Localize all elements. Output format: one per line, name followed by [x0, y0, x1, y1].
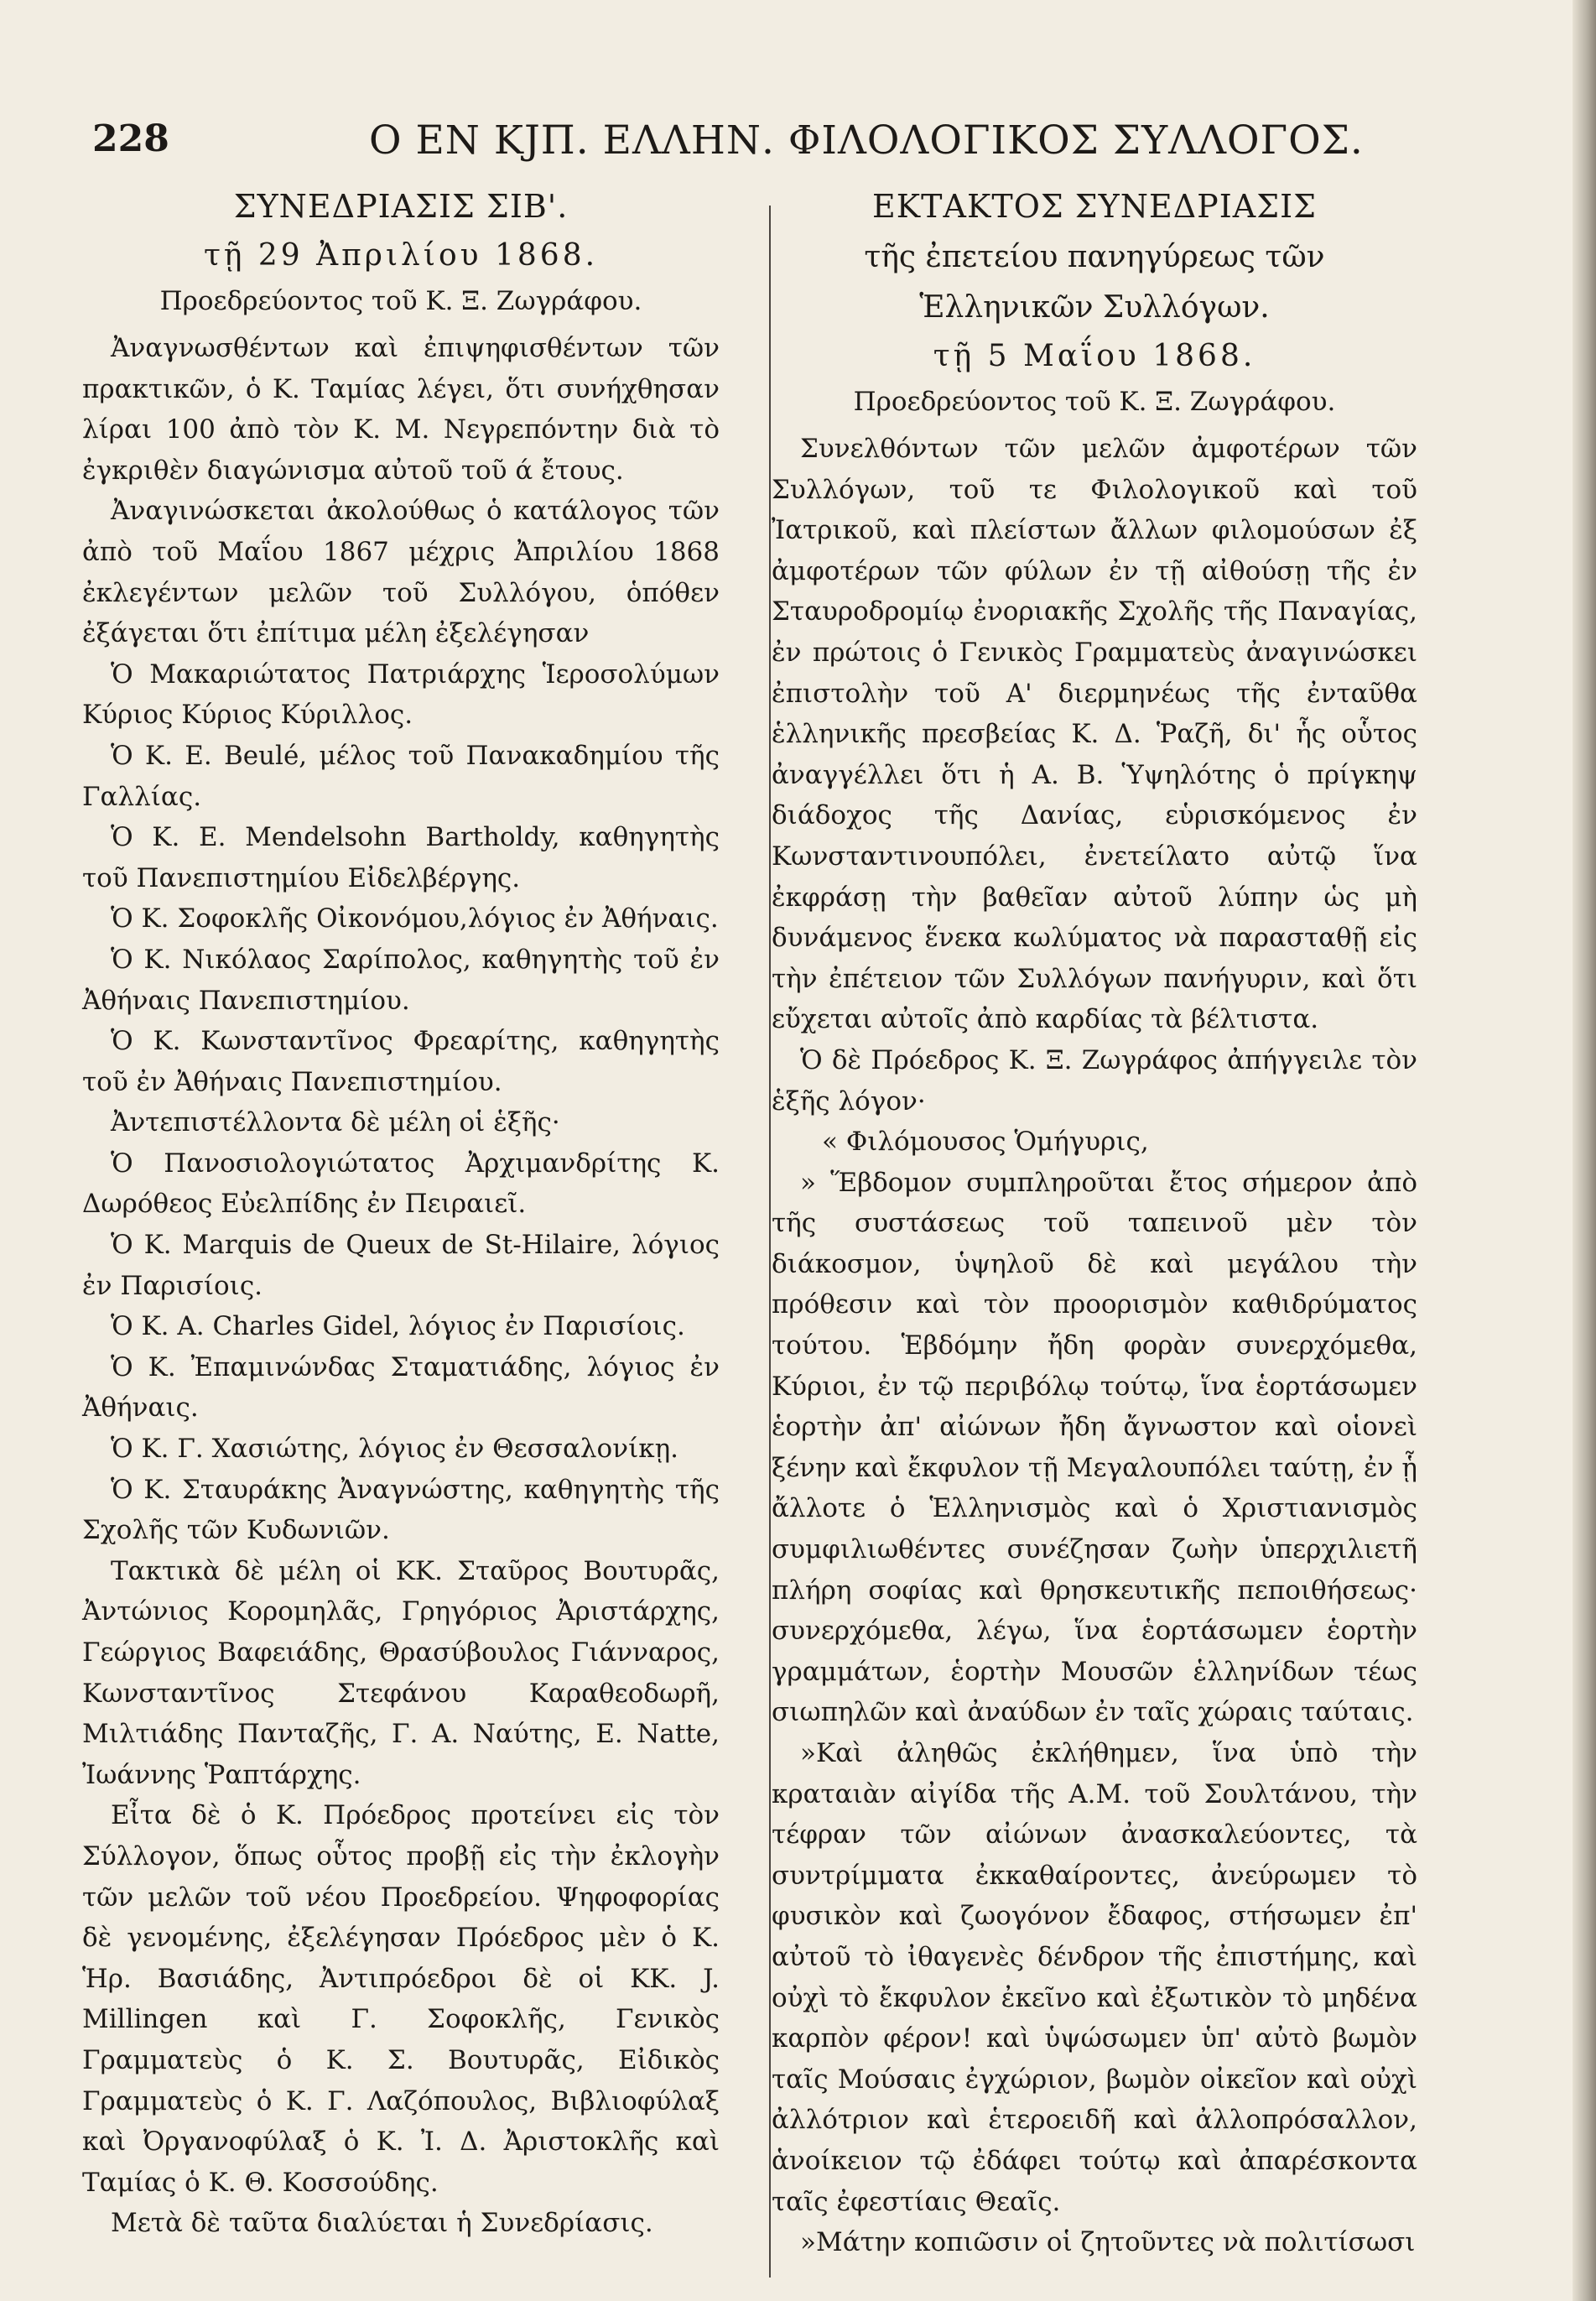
paragraph: Εἶτα δὲ ὁ Κ. Πρόεδρος προτείνει εἰς τὸν Σύλλογον, ὅπως οὗτος προβῇ εἰς τὴν ἐκλογὴν τῶν μελῶν τοῦ νέου Προεδρείου. Ψηφοφορίας δὲ γενομένης, ἐξελέγησαν Πρόεδρος μὲν ὁ Κ. Ἡρ. Βασιάδης, Ἀντιπρόεδροι δὲ οἱ ΚΚ. J. Millingen καὶ Γ. Σοφοκλῆς, Γενικὸς Γραμματεὺς ὁ Κ. Σ. Βουτυρᾶς, Εἰδικὸς Γραμματεὺς ὁ Κ. Γ. Λαζόπουλος, Βιβλιοφύλαξ καὶ Ὀργανοφύλαξ ὁ Κ. Ἰ. Δ. Ἀριστοκλῆς καὶ Ταμίας ὁ Κ. Θ. Κοσσούδης. [82, 1800, 720, 2198]
paragraph: Μετὰ δὲ ταῦτα διαλύεται ἡ Συνεδρίασις. [111, 2208, 653, 2239]
paragraph: Ὁ Κ. Ἐπαμινώνδας Σταματιάδης, λόγιος ἐν Ἀθήναις. [82, 1351, 720, 1424]
paragraph: Ἀναγνωσθέντων καὶ ἐπιψηφισθέντων τῶν πρακτικῶν, ὁ Κ. Ταμίας λέγει, ὅτι συνήχθησαν λίραι 100 ἀπὸ τὸν Κ. Μ. Νεγρεπόντην διὰ τὸ ἐγκριθὲν διαγώνισμα αὐτοῦ τοῦ ά ἔτους. [82, 333, 720, 486]
paragraph: Ὁ Κ. Σοφοκλῆς Οἰκονόμου,λόγιος ἐν Ἀθήναις. [111, 903, 719, 934]
column-divider [769, 206, 771, 2278]
paragraph: Ὁ Πανοσιολογιώτατος Ἀρχιμανδρίτης Κ. Δωρόθεος Εὐελπίδης ἐν Πειραιεῖ. [82, 1148, 720, 1220]
paragraph: Ὁ Κ. Γ. Χασιώτης, λόγιος ἐν Θεσσαλονίκῃ. [111, 1434, 679, 1465]
presiding-line: Προεδρεύοντος τοῦ Κ. Ξ. Ζωγράφου. [853, 387, 1336, 417]
left-column [82, 180, 720, 2244]
paragraph: Ὁ δὲ Πρόεδρος Κ. Ξ. Ζωγράφος ἀπήγγειλε τὸν ἑξῆς λόγον· [772, 1044, 1417, 1117]
session-date: τῇ 29 Ἀπριλίου 1868. [203, 238, 599, 273]
page-edge [1573, 0, 1596, 2301]
paragraph: Συνελθόντων τῶν μελῶν ἀμφοτέρων τῶν Συλλόγων, τοῦ τε Φιλολογικοῦ καὶ τοῦ Ἰατρικοῦ, καὶ πλείστων ἄλλων φιλομούσων ἐξ ἀμφοτέρων τῶν φύλων ἐν τῇ αἰθούσῃ τῆς ἐν Σταυροδρομίῳ ἐνοριακῆς Σχολῆς τῆς Παναγίας, ἐν πρώτοις ὁ Γενικὸς Γραμματεὺς ἀναγινώσκει ἐπιστολὴν τοῦ Α' διερμηνέως τῆς ἐνταῦθα ἑλληνικῆς πρεσβείας Κ. Δ. Ῥαζῆ, δι' ἧς οὗτος ἀναγγέλλει ὅτι ἡ Α. Β. Ὑψηλότης ὁ πρίγκηψ διάδοχος τῆς Δανίας, εὑρισκόμενος ἐν Κωνσταντινουπόλει, ἐνετείλατο αὐτῷ ἵνα ἐκφράσῃ τὴν βαθεῖαν αὐτοῦ λύπην ὡς μὴ δυνάμενος ἕνεκα κωλύματος νὰ παρασταθῇ εἰς τὴν ἐπέτειον τῶν Συλλόγων πανήγυριν, καὶ ὅτι εὔχεται αὐτοῖς ἀπὸ καρδίας τὰ βέλτιστα. [772, 434, 1417, 1035]
paragraph: Ἀναγινώσκεται ἀκολούθως ὁ κατάλογος τῶν ἀπὸ τοῦ Μαΐου 1867 μέχρις Ἀπριλίου 1868 ἐκλεγέντων μελῶν τοῦ Συλλόγου, ὁπόθεν ἐξάγεται ὅτι ἐπίτιμα μέλη ἐξελέγησαν [82, 496, 720, 649]
paragraph: Ὁ Μακαριώτατος Πατριάρχης Ἱεροσολύμων Κύριος Κύριος Κύριλλος. [82, 659, 720, 731]
page-number: 228 [92, 117, 169, 160]
session-heading: ΣΥΝΕΔΡΙΑΣΙΣ ΣΙΒ'. [233, 188, 569, 225]
paragraph: Ὁ Κ. Σταυράκης Ἀναγνώστης, καθηγητὴς τῆς Σχολῆς τῶν Κυδωνιῶν. [82, 1474, 720, 1546]
speech-paragraph: »Μάτην κοπιῶσιν οἱ ζητοῦντες νὰ πολιτίσωσι [800, 2227, 1416, 2258]
paragraph: Ὁ Κ. Ε. Mendelsohn Bartholdy, καθηγητὴς τοῦ Πανεπιστημίου Εἰδελβέργης. [82, 822, 720, 893]
session-subheading: τῆς ἐπετείου πανηγύρεως τῶν [864, 240, 1325, 274]
speech-salutation: « Φιλόμουσος Ὁμήγυρις, [822, 1127, 1149, 1158]
paragraph: Ὁ Κ. A. Charles Gidel, λόγιος ἐν Παρισίοις. [111, 1311, 685, 1342]
page-header [92, 109, 1493, 185]
paragraph: Ἀντεπιστέλλοντα δὲ μέλη οἱ ἑξῆς· [111, 1107, 560, 1138]
session-date: τῇ 5 Μαΐου 1868. [933, 339, 1256, 373]
session-heading: ΕΚΤΑΚΤΟΣ ΣΥΝΕΔΡΙΑΣΙΣ [872, 188, 1317, 225]
speech-paragraph: » Ἕβδομον συμπληροῦται ἔτος σήμερον ἀπὸ τῆς συστάσεως τοῦ ταπεινοῦ μὲν τὸν διάκοσμον, ὑψηλοῦ δὲ καὶ μεγάλου τὴν πρόθεσιν καὶ τὸν προορισμὸν καθιδρύματος τούτου. Ἑβδόμην ἤδη φορὰν συνερχόμεθα, Κύριοι, ἐν τῷ περιβόλῳ τούτῳ, ἵνα ἑορτάσωμεν ἑορτὴν ἀπ' αἰώνων ἤδη ἄγνωστον καὶ οἱονεὶ ξένην καὶ ἔκφυλον τῇ Μεγαλουπόλει ταύτῃ, ἐν ᾗ ἄλλοτε ὁ Ἑλληνισμὸς καὶ ὁ Χριστιανισμὸς συμφιλιωθέντες συνέζησαν ζωὴν ὑπερχιλιετῆ πλήρη σοφίας καὶ θρησκευτικῆς πεποιθήσεως· συνερχόμεθα, λέγω, ἵνα ἑορτάσωμεν ἑορτὴν γραμμάτων, ἑορτὴν Μουσῶν ἑλληνίδων τέως σιωπηλῶν καὶ ἀναύδων ἐν ταῖς χώραις ταύταις. [772, 1167, 1417, 1728]
paragraph: Ὁ Κ. Marquis de Queux de St-Hilaire, λόγιος ἐν Παρισίοις. [82, 1230, 720, 1301]
paragraph: Ὁ Κ. Νικόλαος Σαρίπολος, καθηγητὴς τοῦ ἐν Ἀθήναις Πανεπιστημίου. [82, 944, 720, 1016]
running-title: Ο ΕΝ ΚJΠ. ΕΛΛΗΝ. ΦΙΛΟΛΟΓΙΚΟΣ ΣΥΛΛΟΓΟΣ. [369, 117, 1364, 164]
paragraph: Ὁ Κ. Ε. Beulé, μέλος τοῦ Πανακαδημίου τῆς Γαλλίας. [82, 740, 720, 812]
right-column [772, 180, 1417, 2263]
session-subheading: Ἑλληνικῶν Συλλόγων. [919, 290, 1270, 325]
speech-paragraph: »Καὶ ἀληθῶς ἐκλήθημεν, ἵνα ὑπὸ τὴν κραταιὰν αἰγίδα τῆς Α.Μ. τοῦ Σουλτάνου, τὴν τέφραν τῶν αἰώνων ἀνασκαλεύοντες, τὰ συντρίμματα ἐκκαθαίροντες, ἀνεύρωμεν τὸ φυσικὸν καὶ ζωογόνον ἔδαφος, στήσωμεν ἐπ' αὐτοῦ τὸ ἰθαγενὲς δένδρον τῆς ἐπιστήμης, καὶ οὐχὶ τὸ ἔκφυλον ἐκεῖνο καὶ ἐξωτικὸν τὸ μηδένα καρπὸν φέρον! καὶ ὑψώσωμεν ὑπ' αὐτὸ βωμὸν ταῖς Μούσαις ἐγχώριον, βωμὸν οἰκεῖον καὶ οὐχὶ ἀλλότριον καὶ ἑτεροειδῆ καὶ ἀλλοπρόσαλλον, ἁνοίκειον τῷ ἐδάφει τούτῳ καὶ ἀπαρέσκοντα ταῖς ἐφεστίαις Θεαῖς. [772, 1738, 1417, 2217]
paragraph: Ὁ Κ. Κωνσταντῖνος Φρεαρίτης, καθηγητὴς τοῦ ἐν Ἀθήναις Πανεπιστημίου. [82, 1026, 720, 1097]
presiding-line: Προεδρεύοντος τοῦ Κ. Ξ. Ζωγράφου. [159, 286, 642, 316]
paragraph: Τακτικὰ δὲ μέλη οἱ ΚΚ. Σταῦρος Βουτυρᾶς, Ἀντώνιος Κορομηλᾶς, Γρηγόριος Ἀριστάρχης, Γεώργιος Βαφειάδης, Θρασύβουλος Γιάνναρος, Κωνσταντῖνος Στεφάνου Καραθεοδωρῆ, Μιλτιάδης Πανταζῆς, Γ. Α. Ναύτης, Ε. Natte, Ἰωάννης Ῥαπτάρχης. [82, 1555, 720, 1790]
